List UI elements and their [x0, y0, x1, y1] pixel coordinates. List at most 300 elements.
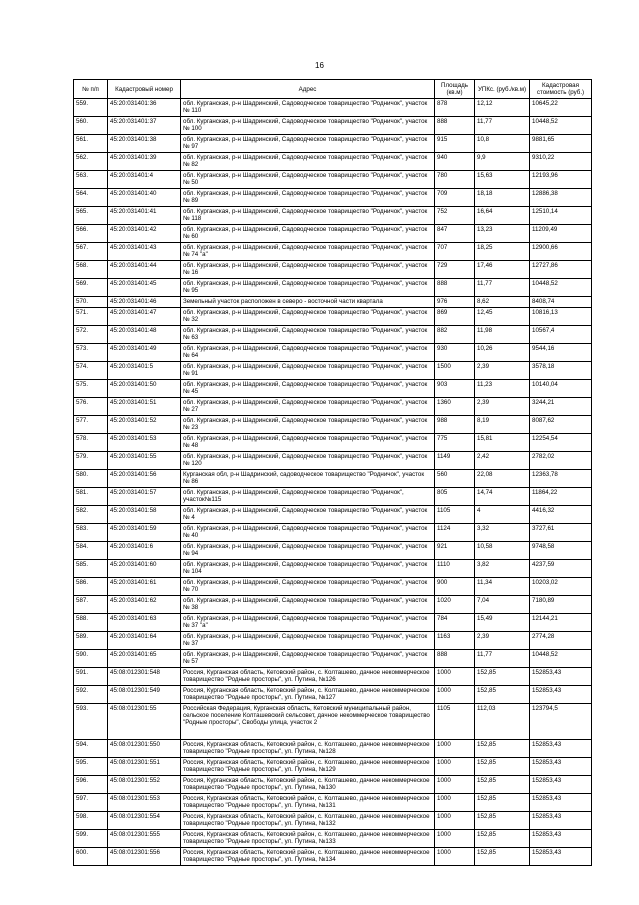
address-cell: обл. Курганская, р-н Шадринский, Садоводческое товарищество "Родничок", участок № 63	[181, 326, 435, 344]
cadastral-cost-cell: 12363,78	[530, 470, 592, 488]
table-row	[74, 171, 592, 189]
row-number-cell: 585.	[74, 560, 108, 578]
table-row	[74, 668, 592, 686]
area-cell: 847	[435, 225, 475, 243]
cadastral-cost-cell: 10203,02	[530, 578, 592, 596]
row-number-cell: 570.	[74, 297, 108, 308]
cadastral-number-cell: 45:20:031401:44	[108, 261, 181, 279]
upks-cell: 152,85	[475, 812, 530, 830]
table-row	[74, 452, 592, 470]
upks-cell: 8,19	[475, 416, 530, 434]
upks-cell: 11,77	[475, 650, 530, 668]
address-cell: обл. Курганская, р-н Шадринский, Садоводческое товарищество "Родничок", участок № 50	[181, 171, 435, 189]
cadastral-number-cell: 45:08:012301:55	[108, 704, 181, 740]
upks-cell: 18,18	[475, 189, 530, 207]
cadastral-number-cell: 45:20:031401:4	[108, 171, 181, 189]
table-row	[74, 189, 592, 207]
upks-cell: 11,77	[475, 117, 530, 135]
area-cell: 1360	[435, 398, 475, 416]
cadastral-table	[73, 79, 592, 866]
table-row	[74, 207, 592, 225]
upks-cell: 112,03	[475, 704, 530, 740]
area-cell: 1000	[435, 758, 475, 776]
table-row	[74, 758, 592, 776]
upks-cell: 2,39	[475, 398, 530, 416]
cadastral-cost-cell: 12144,21	[530, 614, 592, 632]
cadastral-number-cell: 45:20:031401:40	[108, 189, 181, 207]
area-cell: 1105	[435, 506, 475, 524]
area-cell: 1000	[435, 848, 475, 866]
address-cell: Россия, Курганская область, Кетовский район, с. Колташево, дачное некоммерческое товарищество "Родные просторы", ул. Путина, №131	[181, 794, 435, 812]
table-row	[74, 506, 592, 524]
row-number-cell: 563.	[74, 171, 108, 189]
cadastral-number-cell: 45:20:031401:47	[108, 308, 181, 326]
area-cell: 709	[435, 189, 475, 207]
cadastral-number-cell: 45:08:012301:554	[108, 812, 181, 830]
cadastral-number-cell: 45:08:012301:549	[108, 686, 181, 704]
table-row	[74, 740, 592, 758]
address-cell: обл. Курганская, р-н Шадринский, Садоводческое товарищество "Родничок", участок № 38	[181, 596, 435, 614]
address-cell: обл. Курганская, р-н Шадринский, Садоводческое товарищество "Родничок", участок № 23	[181, 416, 435, 434]
address-cell: обл. Курганская, р-н Шадринский, Садоводческое товарищество "Родничок", участок № 95	[181, 279, 435, 297]
cadastral-cost-cell: 152853,43	[530, 830, 592, 848]
address-cell: обл. Курганская, р-н Шадринский, Садоводческое товарищество "Родничок", участок № 118	[181, 207, 435, 225]
row-number-cell: 589.	[74, 632, 108, 650]
cadastral-cost-cell: 3578,18	[530, 362, 592, 380]
cadastral-cost-cell: 9881,65	[530, 135, 592, 153]
cadastral-number-cell: 45:20:031401:56	[108, 470, 181, 488]
cadastral-number-cell: 45:20:031401:65	[108, 650, 181, 668]
upks-cell: 17,46	[475, 261, 530, 279]
address-cell: обл. Курганская, р-н Шадринский, Садоводческое товарищество "Родничок", участок № 74 "а"	[181, 243, 435, 261]
area-cell: 1105	[435, 704, 475, 740]
upks-cell: 152,85	[475, 794, 530, 812]
address-cell: Россия, Курганская область, Кетовский район, с. Колташево, дачное некоммерческое товарищество "Родные просторы", ул. Путина, №127	[181, 686, 435, 704]
area-cell: 888	[435, 117, 475, 135]
table-row	[74, 614, 592, 632]
address-cell: обл. Курганская, р-н Шадринский, Садоводческое товарищество "Родничок", участок № 94	[181, 542, 435, 560]
upks-cell: 10,8	[475, 135, 530, 153]
upks-cell: 152,85	[475, 686, 530, 704]
cadastral-cost-cell: 12193,96	[530, 171, 592, 189]
table-row	[74, 225, 592, 243]
upks-cell: 11,34	[475, 578, 530, 596]
cadastral-number-cell: 45:20:031401:59	[108, 524, 181, 542]
address-cell: Россия, Курганская область, Кетовский район, с. Колташево, дачное некоммерческое товарищество "Родные просторы", ул. Путина, №133	[181, 830, 435, 848]
page-number: 16	[315, 61, 324, 70]
area-cell: 900	[435, 578, 475, 596]
upks-cell: 15,49	[475, 614, 530, 632]
cadastral-cost-cell: 123794,5	[530, 704, 592, 740]
row-number-cell: 591.	[74, 668, 108, 686]
address-cell: обл. Курганская, р-н Шадринский, Садоводческое товарищество "Родничок", участок№115	[181, 488, 435, 506]
table-row	[74, 578, 592, 596]
cadastral-number-cell: 45:20:031401:38	[108, 135, 181, 153]
row-number-cell: 574.	[74, 362, 108, 380]
row-number-cell: 578.	[74, 434, 108, 452]
upks-cell: 152,85	[475, 668, 530, 686]
cadastral-cost-cell: 152853,43	[530, 686, 592, 704]
area-cell: 1000	[435, 740, 475, 758]
row-number-cell: 579.	[74, 452, 108, 470]
address-cell: обл. Курганская, р-н Шадринский, Садоводческое товарищество "Родничок", участок № 37	[181, 632, 435, 650]
cadastral-cost-cell: 9544,16	[530, 344, 592, 362]
cadastral-number-cell: 45:20:031401:45	[108, 279, 181, 297]
row-number-cell: 598.	[74, 812, 108, 830]
upks-cell: 12,12	[475, 99, 530, 117]
area-cell: 1000	[435, 668, 475, 686]
upks-cell: 152,85	[475, 740, 530, 758]
cadastral-cost-cell: 10816,13	[530, 308, 592, 326]
area-cell: 988	[435, 416, 475, 434]
row-number-cell: 572.	[74, 326, 108, 344]
cadastral-cost-cell: 8408,74	[530, 297, 592, 308]
upks-cell: 15,81	[475, 434, 530, 452]
table-row	[74, 362, 592, 380]
area-cell: 940	[435, 153, 475, 171]
area-cell: 1000	[435, 794, 475, 812]
area-cell: 729	[435, 261, 475, 279]
table-row	[74, 135, 592, 153]
area-cell: 1500	[435, 362, 475, 380]
row-number-cell: 596.	[74, 776, 108, 794]
area-cell: 888	[435, 279, 475, 297]
cadastral-cost-cell: 12254,54	[530, 434, 592, 452]
area-cell: 707	[435, 243, 475, 261]
area-cell: 1020	[435, 596, 475, 614]
table-row	[74, 326, 592, 344]
row-number-cell: 597.	[74, 794, 108, 812]
address-cell: обл. Курганская, р-н Шадринский, Садоводческое товарищество "Родничок", участок № 57	[181, 650, 435, 668]
cadastral-number-cell: 45:08:012301:550	[108, 740, 181, 758]
header-address: Адрес	[181, 80, 435, 99]
area-cell: 775	[435, 434, 475, 452]
cadastral-number-cell: 45:20:031401:41	[108, 207, 181, 225]
area-cell: 1000	[435, 776, 475, 794]
table-row	[74, 488, 592, 506]
cadastral-number-cell: 45:20:031401:46	[108, 297, 181, 308]
area-cell: 930	[435, 344, 475, 362]
address-cell: обл. Курганская, р-н Шадринский, Садоводческое товарищество "Родничок", участок № 4	[181, 506, 435, 524]
upks-cell: 152,85	[475, 848, 530, 866]
area-cell: 921	[435, 542, 475, 560]
area-cell: 1149	[435, 452, 475, 470]
upks-cell: 152,85	[475, 830, 530, 848]
table-row	[74, 344, 592, 362]
row-number-cell: 588.	[74, 614, 108, 632]
address-cell: обл. Курганская, р-н Шадринский, Садоводческое товарищество "Родничок", участок № 60	[181, 225, 435, 243]
cadastral-number-cell: 45:20:031401:48	[108, 326, 181, 344]
row-number-cell: 560.	[74, 117, 108, 135]
address-cell: обл. Курганская, р-н Шадринский, Садоводческое товарищество "Родничок", участок № 120	[181, 452, 435, 470]
table-row	[74, 99, 592, 117]
cadastral-number-cell: 45:08:012301:553	[108, 794, 181, 812]
row-number-cell: 559.	[74, 99, 108, 117]
address-cell: обл. Курганская, р-н Шадринский, Садоводческое товарищество "Родничок", участок № 32	[181, 308, 435, 326]
cadastral-cost-cell: 4416,32	[530, 506, 592, 524]
cadastral-number-cell: 45:20:031401:62	[108, 596, 181, 614]
cadastral-cost-cell: 152853,43	[530, 668, 592, 686]
upks-cell: 2,39	[475, 632, 530, 650]
upks-cell: 16,64	[475, 207, 530, 225]
address-cell: обл. Курганская, р-н Шадринский, Садоводческое товарищество "Родничок", участок № 37 "а"	[181, 614, 435, 632]
row-number-cell: 564.	[74, 189, 108, 207]
area-cell: 1124	[435, 524, 475, 542]
area-cell: 1000	[435, 830, 475, 848]
cadastral-cost-cell: 3727,61	[530, 524, 592, 542]
upks-cell: 10,58	[475, 542, 530, 560]
table-row	[74, 434, 592, 452]
address-cell: Россия, Курганская область, Кетовский район, с. Колташево, дачное некоммерческое товарищество "Родные просторы", ул. Путина, №126	[181, 668, 435, 686]
upks-cell: 9,9	[475, 153, 530, 171]
row-number-cell: 594.	[74, 740, 108, 758]
row-number-cell: 590.	[74, 650, 108, 668]
row-number-cell: 586.	[74, 578, 108, 596]
cadastral-number-cell: 45:08:012301:552	[108, 776, 181, 794]
cadastral-cost-cell: 152853,43	[530, 812, 592, 830]
address-cell: Курганская обл, р-н Шадринский, садоводческое товарищество "Родничок", участок № 86	[181, 470, 435, 488]
upks-cell: 7,04	[475, 596, 530, 614]
row-number-cell: 569.	[74, 279, 108, 297]
area-cell: 560	[435, 470, 475, 488]
row-number-cell: 562.	[74, 153, 108, 171]
row-number-cell: 599.	[74, 830, 108, 848]
area-cell: 869	[435, 308, 475, 326]
row-number-cell: 575.	[74, 380, 108, 398]
cadastral-number-cell: 45:20:031401:58	[108, 506, 181, 524]
row-number-cell: 577.	[74, 416, 108, 434]
cadastral-number-cell: 45:08:012301:555	[108, 830, 181, 848]
cadastral-number-cell: 45:20:031401:42	[108, 225, 181, 243]
cadastral-cost-cell: 10448,52	[530, 279, 592, 297]
table-row	[74, 542, 592, 560]
row-number-cell: 576.	[74, 398, 108, 416]
upks-cell: 152,85	[475, 776, 530, 794]
upks-cell: 8,62	[475, 297, 530, 308]
row-number-cell: 593.	[74, 704, 108, 740]
row-number-cell: 581.	[74, 488, 108, 506]
row-number-cell: 566.	[74, 225, 108, 243]
row-number-cell: 573.	[74, 344, 108, 362]
upks-cell: 15,63	[475, 171, 530, 189]
address-cell: обл. Курганская, р-н Шадринский, Садоводческое товарищество "Родничок", участок № 100	[181, 117, 435, 135]
table-row	[74, 650, 592, 668]
cadastral-number-cell: 45:20:031401:57	[108, 488, 181, 506]
area-cell: 878	[435, 99, 475, 117]
cadastral-cost-cell: 12886,38	[530, 189, 592, 207]
header-cadastral-cost: Кадастровая стоимость (руб.)	[530, 80, 592, 99]
cadastral-number-cell: 45:20:031401:63	[108, 614, 181, 632]
cadastral-number-cell: 45:20:031401:60	[108, 560, 181, 578]
table-row	[74, 153, 592, 171]
address-cell: обл. Курганская, р-н Шадринский, Садоводческое товарищество "Родничок", участок № 45	[181, 380, 435, 398]
cadastral-cost-cell: 10448,52	[530, 650, 592, 668]
table-row	[74, 279, 592, 297]
upks-cell: 11,98	[475, 326, 530, 344]
table-row	[74, 398, 592, 416]
address-cell: обл. Курганская, р-н Шадринский, Садоводческое товарищество "Родничок", участок № 27	[181, 398, 435, 416]
address-cell: Российская Федерация, Курганская область, Кетовский муниципальный район, сельское поселение Колташевский сельсовет, дачное некоммерческое товарищество "Родные просторы", Свободы улица, участок 2	[181, 704, 435, 740]
cadastral-cost-cell: 2774,28	[530, 632, 592, 650]
upks-cell: 11,77	[475, 279, 530, 297]
address-cell: обл. Курганская, р-н Шадринский, Садоводческое товарищество "Родничок", участок № 89	[181, 189, 435, 207]
area-cell: 1000	[435, 812, 475, 830]
table-header-row	[74, 80, 592, 99]
row-number-cell: 580.	[74, 470, 108, 488]
cadastral-cost-cell: 3244,21	[530, 398, 592, 416]
cadastral-cost-cell: 152853,43	[530, 794, 592, 812]
table-row	[74, 308, 592, 326]
cadastral-cost-cell: 10448,52	[530, 117, 592, 135]
table-row	[74, 776, 592, 794]
area-cell: 1163	[435, 632, 475, 650]
cadastral-cost-cell: 12900,66	[530, 243, 592, 261]
address-cell: Россия, Курганская область, Кетовский район, с. Колташево, дачное некоммерческое товарищество "Родные просторы", ул. Путина, №128	[181, 740, 435, 758]
cadastral-number-cell: 45:20:031401:53	[108, 434, 181, 452]
cadastral-cost-cell: 152853,43	[530, 740, 592, 758]
cadastral-cost-cell: 152853,43	[530, 758, 592, 776]
cadastral-number-cell: 45:20:031401:37	[108, 117, 181, 135]
cadastral-number-cell: 45:20:031401:61	[108, 578, 181, 596]
upks-cell: 18,25	[475, 243, 530, 261]
cadastral-cost-cell: 10645,22	[530, 99, 592, 117]
upks-cell: 14,74	[475, 488, 530, 506]
area-cell: 1110	[435, 560, 475, 578]
cadastral-number-cell: 45:20:031401:36	[108, 99, 181, 117]
upks-cell: 3,32	[475, 524, 530, 542]
row-number-cell: 587.	[74, 596, 108, 614]
cadastral-cost-cell: 4237,59	[530, 560, 592, 578]
cadastral-cost-cell: 11209,49	[530, 225, 592, 243]
cadastral-number-cell: 45:20:031401:6	[108, 542, 181, 560]
row-number-cell: 583.	[74, 524, 108, 542]
upks-cell: 12,45	[475, 308, 530, 326]
upks-cell: 2,42	[475, 452, 530, 470]
cadastral-cost-cell: 152853,43	[530, 848, 592, 866]
address-cell: обл. Курганская, р-н Шадринский, Садоводческое товарищество "Родничок", участок № 97	[181, 135, 435, 153]
cadastral-cost-cell: 9310,22	[530, 153, 592, 171]
cadastral-cost-cell: 10567,4	[530, 326, 592, 344]
upks-cell: 11,23	[475, 380, 530, 398]
table-row	[74, 794, 592, 812]
cadastral-number-cell: 45:20:031401:5	[108, 362, 181, 380]
table-row	[74, 830, 592, 848]
area-cell: 780	[435, 171, 475, 189]
upks-cell: 152,85	[475, 758, 530, 776]
row-number-cell: 592.	[74, 686, 108, 704]
upks-cell: 3,82	[475, 560, 530, 578]
row-number-cell: 584.	[74, 542, 108, 560]
table-row	[74, 632, 592, 650]
header-cadastral-number: Кадастровый номер	[108, 80, 181, 99]
header-area: Площадь (кв.м)	[435, 80, 475, 99]
row-number-cell: 567.	[74, 243, 108, 261]
table-row	[74, 848, 592, 866]
row-number-cell: 571.	[74, 308, 108, 326]
cadastral-cost-cell: 12510,14	[530, 207, 592, 225]
cadastral-number-cell: 45:08:012301:551	[108, 758, 181, 776]
table-row	[74, 524, 592, 542]
cadastral-cost-cell: 12727,86	[530, 261, 592, 279]
area-cell: 784	[435, 614, 475, 632]
address-cell: Россия, Курганская область, Кетовский район, с. Колташево, дачное некоммерческое товарищество "Родные просторы", ул. Путина, №130	[181, 776, 435, 794]
upks-cell: 10,26	[475, 344, 530, 362]
address-cell: обл. Курганская, р-н Шадринский, Садоводческое товарищество "Родничок", участок № 64	[181, 344, 435, 362]
area-cell: 882	[435, 326, 475, 344]
table-body	[74, 99, 592, 866]
cadastral-cost-cell: 9748,58	[530, 542, 592, 560]
row-number-cell: 565.	[74, 207, 108, 225]
cadastral-number-cell: 45:20:031401:64	[108, 632, 181, 650]
cadastral-number-cell: 45:08:012301:548	[108, 668, 181, 686]
address-cell: обл. Курганская, р-н Шадринский, Садоводческое товарищество "Родничок", участок № 40	[181, 524, 435, 542]
address-cell: обл. Курганская, р-н Шадринский, Садоводческое товарищество "Родничок", участок № 110	[181, 99, 435, 117]
table-row	[74, 261, 592, 279]
cadastral-number-cell: 45:20:031401:49	[108, 344, 181, 362]
table-row	[74, 560, 592, 578]
address-cell: Россия, Курганская область, Кетовский район, с. Колташево, дачное некоммерческое товарищество "Родные просторы", ул. Путина, №134	[181, 848, 435, 866]
address-cell: обл. Курганская, р-н Шадринский, Садоводческое товарищество "Родничок", участок № 91	[181, 362, 435, 380]
upks-cell: 22,08	[475, 470, 530, 488]
row-number-cell: 595.	[74, 758, 108, 776]
table-row	[74, 297, 592, 308]
area-cell: 752	[435, 207, 475, 225]
cadastral-cost-cell: 2782,02	[530, 452, 592, 470]
cadastral-number-cell: 45:20:031401:55	[108, 452, 181, 470]
row-number-cell: 568.	[74, 261, 108, 279]
table-row	[74, 416, 592, 434]
table-row	[74, 470, 592, 488]
upks-cell: 2,39	[475, 362, 530, 380]
area-cell: 976	[435, 297, 475, 308]
address-cell: обл. Курганская, р-н Шадринский, Садоводческое товарищество "Родничок", участок № 70	[181, 578, 435, 596]
table-row	[74, 380, 592, 398]
address-cell: обл. Курганская, р-н Шадринский, Садоводческое товарищество "Родничок", участок № 104	[181, 560, 435, 578]
address-cell: обл. Курганская, р-н Шадринский, Садоводческое товарищество "Родничок", участок № 48	[181, 434, 435, 452]
table-row	[74, 704, 592, 740]
cadastral-number-cell: 45:08:012301:556	[108, 848, 181, 866]
cadastral-number-cell: 45:20:031401:43	[108, 243, 181, 261]
row-number-cell: 582.	[74, 506, 108, 524]
table-row	[74, 117, 592, 135]
cadastral-cost-cell: 10140,04	[530, 380, 592, 398]
cadastral-cost-cell: 7180,89	[530, 596, 592, 614]
row-number-cell: 561.	[74, 135, 108, 153]
table-row	[74, 596, 592, 614]
address-cell: Земельный участок расположен в северо - восточной части квартала	[181, 297, 435, 308]
upks-cell: 13,23	[475, 225, 530, 243]
table-row	[74, 243, 592, 261]
area-cell: 915	[435, 135, 475, 153]
address-cell: Россия, Курганская область, Кетовский район, с. Колташево, дачное некоммерческое товарищество "Родные просторы", ул. Путина, №132	[181, 812, 435, 830]
upks-cell: 4	[475, 506, 530, 524]
area-cell: 1000	[435, 686, 475, 704]
cadastral-cost-cell: 152853,43	[530, 776, 592, 794]
area-cell: 888	[435, 650, 475, 668]
header-number: № п/п	[74, 80, 108, 99]
address-cell: обл. Курганская, р-н Шадринский, Садоводческое товарищество "Родничок", участок № 16	[181, 261, 435, 279]
address-cell: обл. Курганская, р-н Шадринский, Садоводческое товарищество "Родничок", участок № 82	[181, 153, 435, 171]
cadastral-cost-cell: 11864,22	[530, 488, 592, 506]
address-cell: Россия, Курганская область, Кетовский район, с. Колташево, дачное некоммерческое товарищество "Родные просторы", ул. Путина, №129	[181, 758, 435, 776]
cadastral-number-cell: 45:20:031401:50	[108, 380, 181, 398]
row-number-cell: 600.	[74, 848, 108, 866]
header-upks: УПКс. (руб./кв.м)	[475, 80, 530, 99]
table-row	[74, 812, 592, 830]
area-cell: 903	[435, 380, 475, 398]
area-cell: 805	[435, 488, 475, 506]
table-row	[74, 686, 592, 704]
